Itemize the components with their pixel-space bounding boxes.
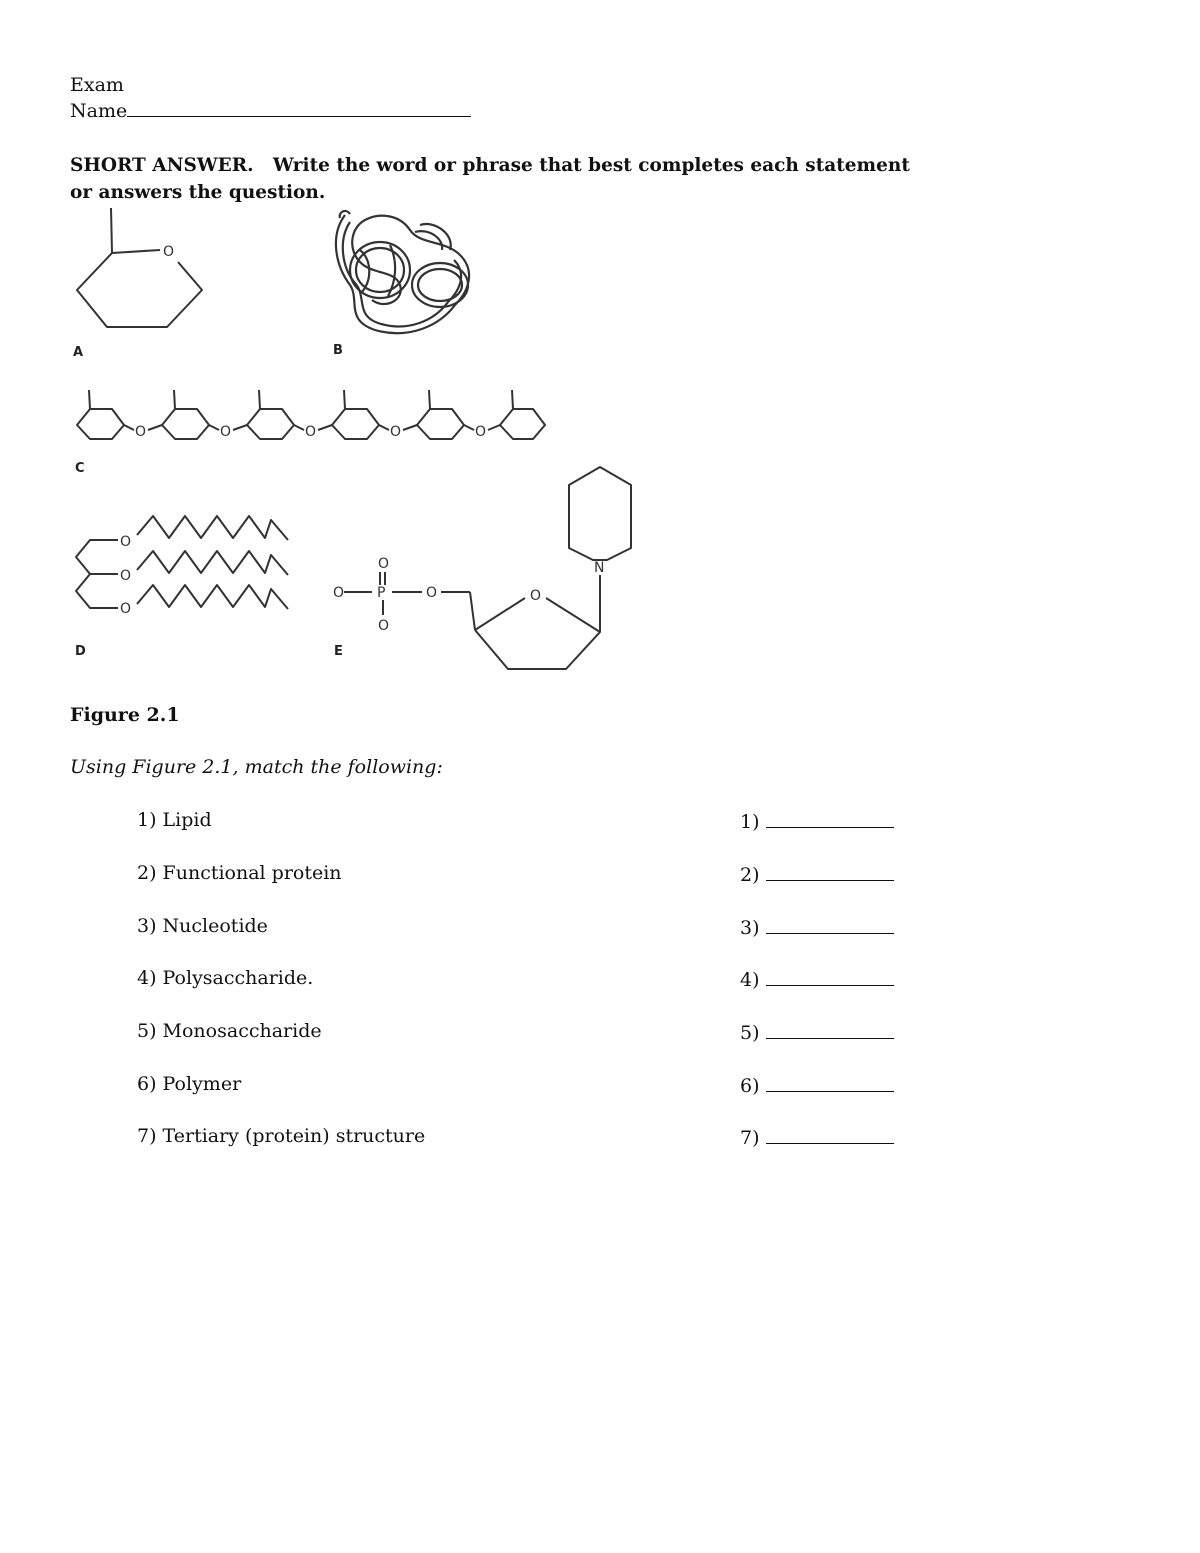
panel-label-a: A <box>73 345 84 360</box>
question-text: 7) Tertiary (protein) structure <box>137 1125 426 1147</box>
answer-field[interactable] <box>740 967 894 991</box>
atom-o: O <box>120 601 132 617</box>
atom-o: O <box>390 424 402 440</box>
answer-field[interactable] <box>740 915 894 939</box>
answer-number: 2) <box>740 864 760 886</box>
answer-number: 1) <box>740 811 760 833</box>
atom-n: N <box>594 560 605 576</box>
atom-o: O <box>163 244 175 260</box>
answer-number: 6) <box>740 1075 760 1097</box>
answer-number: 7) <box>740 1127 760 1149</box>
atom-p: P <box>377 585 386 601</box>
panel-label-c: C <box>75 461 85 476</box>
answer-field[interactable] <box>740 1073 894 1097</box>
question-text: 2) Functional protein <box>137 862 342 884</box>
answer-blank-line[interactable] <box>766 809 894 828</box>
atom-o: O <box>135 424 147 440</box>
section-heading: SHORT ANSWER. <box>70 155 254 176</box>
structure-b-protein <box>336 211 469 333</box>
question-text: 4) Polysaccharide. <box>137 967 314 989</box>
answer-blank-line[interactable] <box>766 1073 894 1092</box>
exam-label: Exam <box>70 74 124 96</box>
structure-d-lipid <box>76 516 288 609</box>
question-text: 6) Polymer <box>137 1073 242 1095</box>
answer-blank-line[interactable] <box>766 967 894 986</box>
question-text: 3) Nucleotide <box>137 915 268 937</box>
name-label: Name <box>70 100 128 122</box>
answer-blank-line[interactable] <box>766 915 894 934</box>
answer-number: 5) <box>740 1022 760 1044</box>
figure-2-1 <box>0 0 1200 700</box>
answer-blank-line[interactable] <box>766 1125 894 1144</box>
answer-number: 3) <box>740 917 760 939</box>
atom-o: O <box>378 618 390 634</box>
answer-field[interactable] <box>740 862 894 886</box>
atom-o: O <box>333 585 345 601</box>
answer-field[interactable] <box>740 1020 894 1044</box>
atom-o: O <box>530 588 542 604</box>
answer-blank-line[interactable] <box>766 1020 894 1039</box>
figure-caption: Figure 2.1 <box>70 704 180 726</box>
answer-field[interactable] <box>740 1125 894 1149</box>
atom-o: O <box>305 424 317 440</box>
answer-blank-line[interactable] <box>766 862 894 881</box>
atom-o: O <box>120 568 132 584</box>
answer-number: 4) <box>740 969 760 991</box>
question-text: 5) Monosaccharide <box>137 1020 322 1042</box>
atom-o: O <box>426 585 438 601</box>
answer-field[interactable] <box>740 809 894 833</box>
atom-o: O <box>120 534 132 550</box>
atom-o: O <box>378 556 390 572</box>
atom-o: O <box>475 424 487 440</box>
panel-label-d: D <box>75 644 86 659</box>
atom-o: O <box>220 424 232 440</box>
match-prompt: Using Figure 2.1, match the following: <box>70 756 443 778</box>
instructions-text: Write the word or phrase that best completes each statement or answers the question. <box>70 155 910 203</box>
question-text: 1) Lipid <box>137 809 212 831</box>
panel-label-e: E <box>334 644 343 659</box>
panel-label-b: B <box>333 343 343 358</box>
structure-a-monosaccharide <box>77 208 202 327</box>
